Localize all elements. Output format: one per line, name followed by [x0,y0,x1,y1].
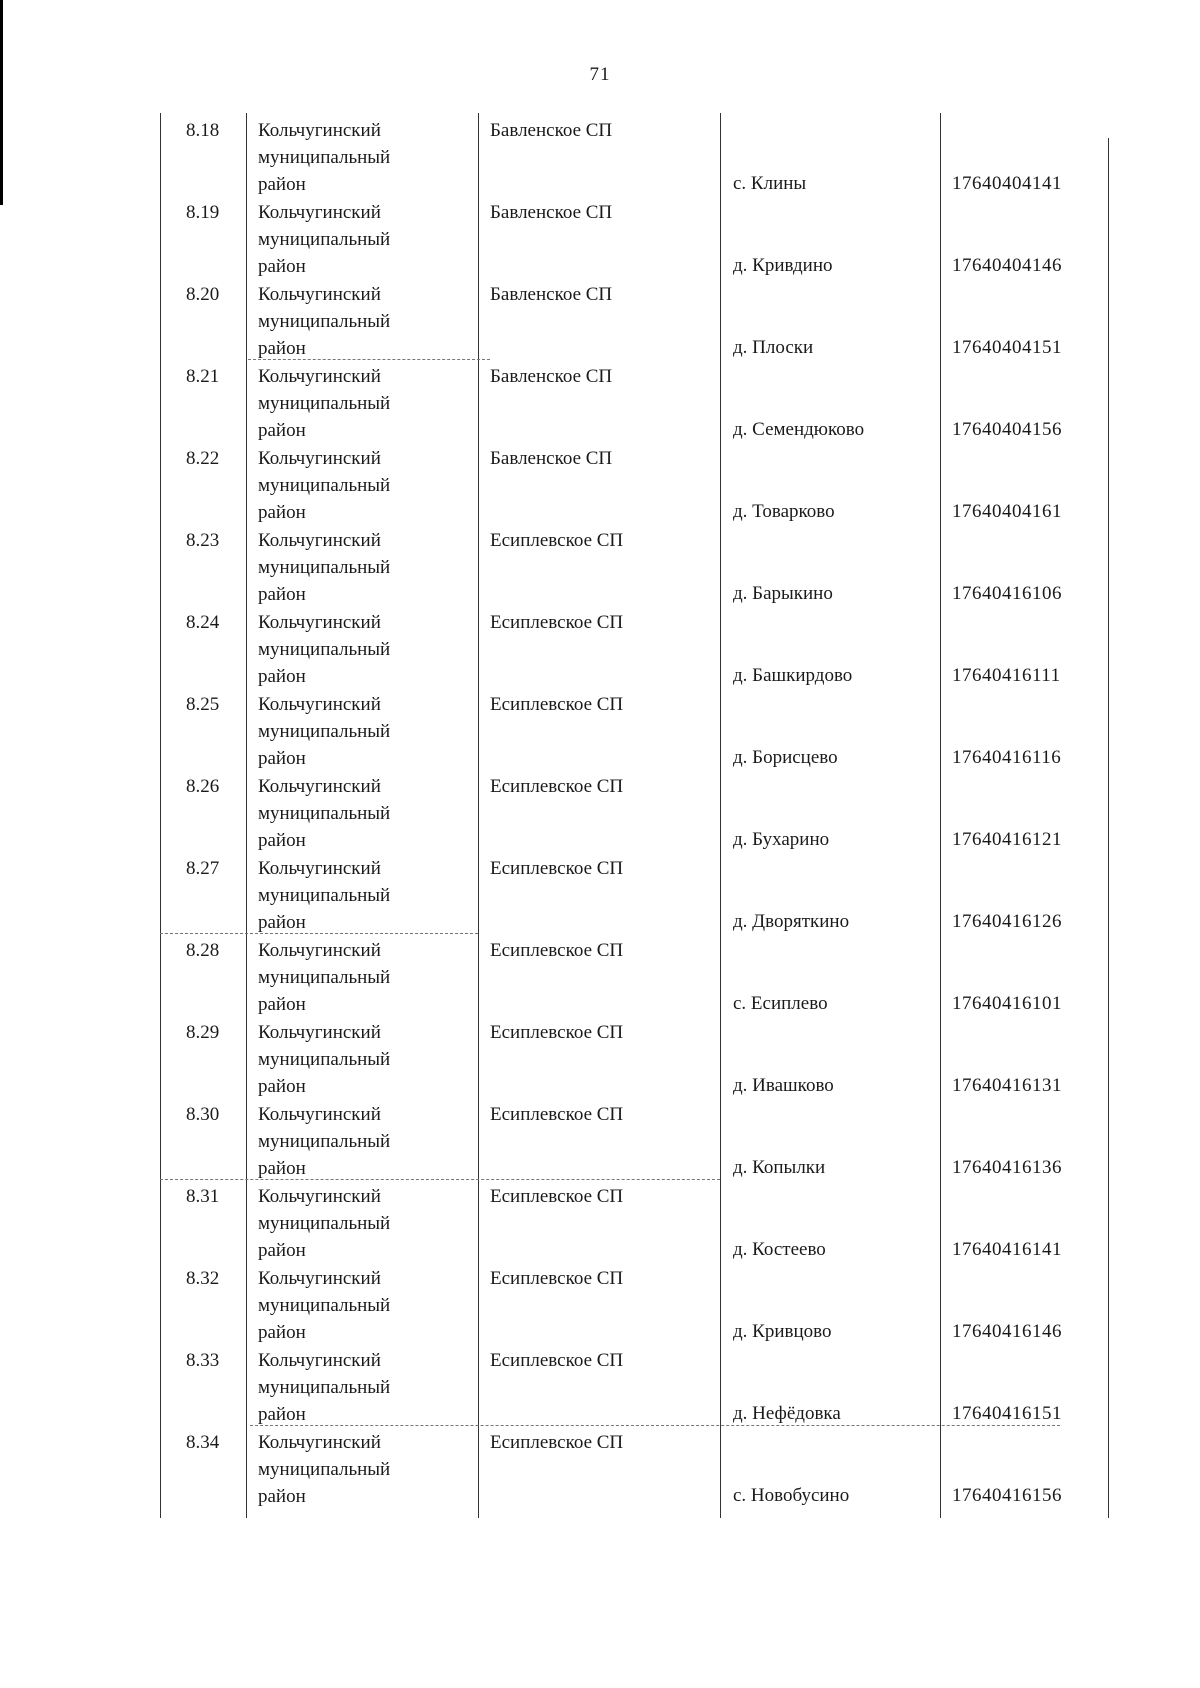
municipality-line: Кольчугинский [258,202,381,223]
municipality-line: муниципальный [258,967,391,988]
oktmo-code-cell: 17640416146 [952,1321,1062,1342]
municipality-line: Кольчугинский [258,612,381,633]
municipality-cell [258,1019,390,1100]
oktmo-code-cell: 17640416126 [952,911,1062,932]
oktmo-code-cell: 17640416101 [952,993,1062,1014]
table-row [160,359,1110,441]
municipality-cell [258,363,390,444]
municipality-line: район [258,1404,306,1425]
settlement-name-cell: д. Копылки [733,1157,826,1178]
oktmo-code-cell: 17640416106 [952,583,1062,604]
municipality-line: Кольчугинский [258,1022,381,1043]
municipality-line: район [258,1486,306,1507]
municipality-line: муниципальный [258,147,391,168]
row-number: 8.34 [186,1432,220,1453]
municipality-line: район [258,256,306,277]
municipality-cell [258,609,390,690]
municipality-line: Кольчугинский [258,120,381,141]
table-row [160,1015,1110,1097]
municipality-line: муниципальный [258,393,391,414]
oktmo-code-cell: 17640404161 [952,501,1062,522]
municipality-cell [258,527,390,608]
municipality-line: Кольчугинский [258,1186,381,1207]
municipality-line: район [258,502,306,523]
settlement-name-cell: д. Плоски [733,337,814,358]
table-row [160,195,1110,277]
oktmo-code-cell: 17640416141 [952,1239,1062,1260]
row-number: 8.32 [186,1268,220,1289]
municipality-cell [258,117,390,198]
settlement-name-cell: д. Нефёдовка [733,1403,841,1424]
table-row [160,687,1110,769]
row-number: 8.31 [186,1186,220,1207]
oktmo-code-cell: 17640416121 [952,829,1062,850]
municipality-line: Кольчугинский [258,1268,381,1289]
row-number: 8.25 [186,694,220,715]
oktmo-code-cell: 17640404141 [952,173,1062,194]
settlement-name-cell: д. Борисцево [733,747,838,768]
row-number: 8.27 [186,858,220,879]
settlement-name-cell: д. Костеево [733,1239,826,1260]
municipality-line: муниципальный [258,885,391,906]
municipality-cell [258,1265,390,1346]
municipality-line: Кольчугинский [258,284,381,305]
municipality-line: Кольчугинский [258,940,381,961]
municipality-line: район [258,830,306,851]
municipality-line: Кольчугинский [258,366,381,387]
row-number: 8.29 [186,1022,220,1043]
municipality-line: район [258,338,306,359]
settlement-municipality-cell: Есиплевское СП [490,1432,624,1453]
settlement-name-cell: д. Бухарино [733,829,830,850]
oktmo-code-cell: 17640416116 [952,747,1062,768]
municipality-cell [258,1347,390,1428]
municipality-cell [258,1429,390,1510]
municipality-line: район [258,174,306,195]
settlement-municipality-cell: Есиплевское СП [490,1268,624,1289]
municipality-line: муниципальный [258,639,391,660]
table-row [160,523,1110,605]
row-number: 8.18 [186,120,220,141]
row-number: 8.22 [186,448,220,469]
municipality-cell [258,281,390,362]
municipality-cell [258,937,390,1018]
settlement-municipality-cell: Есиплевское СП [490,1186,624,1207]
municipality-line: муниципальный [258,475,391,496]
table-row [160,1179,1110,1261]
municipality-line: муниципальный [258,1459,391,1480]
row-number: 8.33 [186,1350,220,1371]
row-number: 8.26 [186,776,220,797]
municipality-cell [258,855,390,936]
settlements-table [160,113,1110,1518]
municipality-line: муниципальный [258,311,391,332]
oktmo-code-cell: 17640404146 [952,255,1062,276]
oktmo-code-cell: 17640404156 [952,419,1062,440]
municipality-line: муниципальный [258,721,391,742]
settlement-municipality-cell: Есиплевское СП [490,1022,624,1043]
table-row [160,1097,1110,1179]
oktmo-code-cell: 17640416156 [952,1485,1062,1506]
page-number: 71 [589,64,611,85]
row-number: 8.28 [186,940,220,961]
municipality-line: Кольчугинский [258,1104,381,1125]
municipality-line: Кольчугинский [258,448,381,469]
settlement-municipality-cell: Бавленское СП [490,202,613,223]
settlement-municipality-cell: Бавленское СП [490,284,613,305]
row-separator [160,933,478,934]
municipality-cell [258,445,390,526]
settlement-municipality-cell: Есиплевское СП [490,776,624,797]
row-separator [250,1425,1060,1426]
municipality-line: Кольчугинский [258,694,381,715]
settlement-municipality-cell: Есиплевское СП [490,1350,624,1371]
table-row [160,1425,1110,1507]
row-number: 8.19 [186,202,220,223]
settlement-municipality-cell: Есиплевское СП [490,1104,624,1125]
table-row [160,851,1110,933]
municipality-line: район [258,994,306,1015]
settlement-municipality-cell: Есиплевское СП [490,530,624,551]
municipality-line: район [258,1076,306,1097]
settlement-name-cell: д. Кривдино [733,255,833,276]
settlement-name-cell: с. Клины [733,173,807,194]
row-number: 8.30 [186,1104,220,1125]
municipality-line: муниципальный [258,1213,391,1234]
settlement-name-cell: д. Семендюково [733,419,865,440]
settlement-name-cell: д. Кривцово [733,1321,832,1342]
municipality-line: муниципальный [258,1131,391,1152]
table-row [160,605,1110,687]
table-row [160,1343,1110,1425]
table-row [160,277,1110,359]
municipality-line: район [258,912,306,933]
row-separator [248,359,490,360]
settlement-name-cell: д. Барыкино [733,583,833,604]
settlement-municipality-cell: Есиплевское СП [490,858,624,879]
municipality-cell [258,199,390,280]
settlement-municipality-cell: Бавленское СП [490,448,613,469]
settlement-municipality-cell: Есиплевское СП [490,940,624,961]
municipality-line: район [258,666,306,687]
oktmo-code-cell: 17640416151 [952,1403,1062,1424]
oktmo-code-cell: 17640416136 [952,1157,1062,1178]
municipality-line: район [258,1158,306,1179]
municipality-line: район [258,748,306,769]
settlement-municipality-cell: Есиплевское СП [490,694,624,715]
row-number: 8.23 [186,530,220,551]
municipality-line: муниципальный [258,1049,391,1070]
municipality-line: район [258,1240,306,1261]
table-row [160,113,1110,195]
table-row [160,769,1110,851]
table-row [160,933,1110,1015]
table-row [160,441,1110,523]
settlement-name-cell: д. Товарково [733,501,835,522]
municipality-cell [258,1183,390,1264]
oktmo-code-cell: 17640416131 [952,1075,1062,1096]
settlement-name-cell: д. Ивашково [733,1075,834,1096]
row-number: 8.21 [186,366,220,387]
settlement-name-cell: с. Есиплево [733,993,828,1014]
settlement-municipality-cell: Бавленское СП [490,366,613,387]
scan-binding-mark [0,0,3,205]
row-separator [160,1179,720,1180]
municipality-line: район [258,1322,306,1343]
settlement-name-cell: д. Башкирдово [733,665,853,686]
municipality-line: район [258,420,306,441]
settlement-municipality-cell: Есиплевское СП [490,612,624,633]
settlement-municipality-cell: Бавленское СП [490,120,613,141]
municipality-line: муниципальный [258,1377,391,1398]
municipality-line: район [258,584,306,605]
municipality-line: Кольчугинский [258,776,381,797]
oktmo-code-cell: 17640416111 [952,665,1061,686]
municipality-line: муниципальный [258,803,391,824]
municipality-line: муниципальный [258,557,391,578]
municipality-cell [258,773,390,854]
municipality-line: муниципальный [258,229,391,250]
municipality-line: Кольчугинский [258,530,381,551]
municipality-line: муниципальный [258,1295,391,1316]
oktmo-code-cell: 17640404151 [952,337,1062,358]
settlement-name-cell: с. Новобусино [733,1485,850,1506]
municipality-line: Кольчугинский [258,1432,381,1453]
row-number: 8.24 [186,612,220,633]
settlement-name-cell: д. Дворяткино [733,911,850,932]
row-number: 8.20 [186,284,220,305]
municipality-cell [258,1101,390,1182]
municipality-cell [258,691,390,772]
table-row [160,1261,1110,1343]
municipality-line: Кольчугинский [258,858,381,879]
municipality-line: Кольчугинский [258,1350,381,1371]
